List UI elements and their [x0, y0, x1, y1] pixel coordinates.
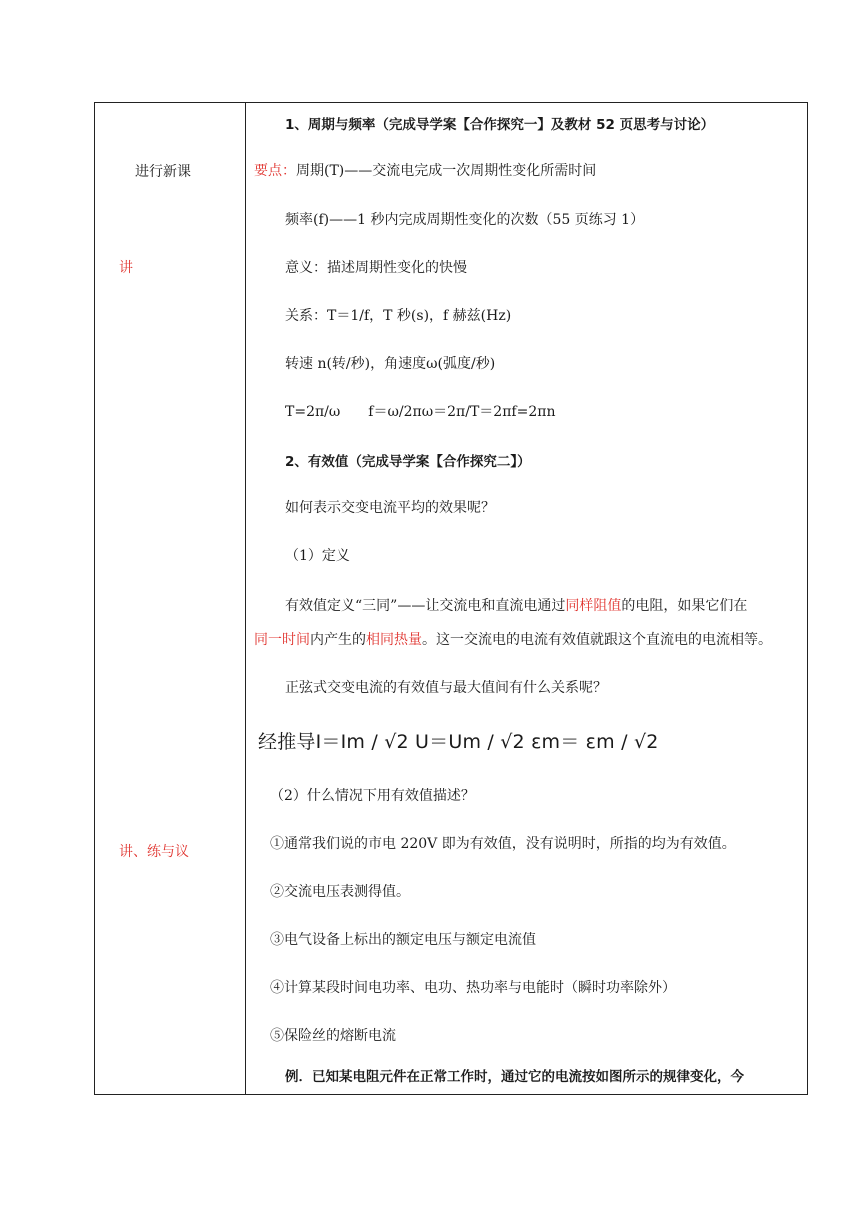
list-item: ④计算某段时间电功率、电功、热功率与电能时（瞬时功率除外）	[270, 980, 676, 996]
new-lesson-label: 进行新课	[135, 164, 191, 180]
content-column	[246, 103, 808, 1094]
definition-text: 内产生的	[310, 632, 366, 648]
lecture-practice-label: 讲、练与议	[119, 844, 189, 860]
lecture-label: 讲	[119, 260, 133, 276]
heading-period-frequency: 1、周期与频率（完成导学案【合作探究一】及教材 52 页思考与讨论）	[285, 117, 715, 133]
keypoint-label: 要点：	[254, 163, 296, 179]
question-average-effect: 如何表示交变电流平均的效果呢？	[285, 500, 495, 516]
emphasis-same-resistance: 同样阻值	[565, 598, 622, 614]
definition-line-1	[285, 595, 747, 615]
derived-formula: 经推导I＝Im / √2 U＝Um / √2 εm＝ εm / √2	[258, 731, 659, 753]
relation-line: 关系：T＝1/f，T 秒(s)，f 赫兹(Hz)	[285, 308, 512, 324]
subheading-when-to-use: （2）什么情况下用有效值描述？	[270, 788, 475, 804]
meaning-line: 意义：描述周期性变化的快慢	[285, 260, 467, 276]
list-item: ②交流电压表测得值。	[270, 884, 410, 900]
definition-text: 有效值定义“三同”——让交流电和直流电通过	[285, 598, 566, 614]
list-item: ⑤保险丝的熔断电流	[270, 1028, 396, 1044]
speed-line: 转速 n(转/秒)，角速度ω(弧度/秒)	[285, 356, 496, 372]
example-line: 例．已知某电阻元件在正常工作时，通过它的电流按如图所示的规律变化，今	[285, 1069, 744, 1085]
definition-text: 的电阻，如果它们在	[621, 598, 748, 614]
emphasis-same-time: 同一时间	[254, 632, 310, 648]
list-item: ①通常我们说的市电 220V 即为有效值，没有说明时，所指的均为有效值。	[270, 836, 736, 852]
heading-effective-value: 2、有效值（完成导学案【合作探究二】）	[285, 454, 531, 470]
period-definition: 周期(T)——交流电完成一次周期性变化所需时间	[296, 163, 597, 179]
definition-line-2	[254, 629, 772, 649]
emphasis-same-heat: 相同热量	[366, 632, 422, 648]
subheading-definition: （1）定义	[285, 548, 350, 564]
lesson-table	[94, 102, 808, 1095]
period-definition-line	[254, 160, 596, 180]
frequency-definition: 频率(f)——1 秒内完成周期性变化的次数（55 页练习 1）	[285, 212, 645, 228]
formula-period-line: T=2π/ω f＝ω/2πω＝2π/T＝2πf=2πn	[285, 404, 556, 420]
question-relation: 正弦式交变电流的有效值与最大值间有什么关系呢？	[285, 680, 607, 696]
definition-text: 。这一交流电的电流有效值就跟这个直流电的电流相等。	[422, 632, 772, 648]
list-item: ③电气设备上标出的额定电压与额定电流值	[270, 932, 536, 948]
